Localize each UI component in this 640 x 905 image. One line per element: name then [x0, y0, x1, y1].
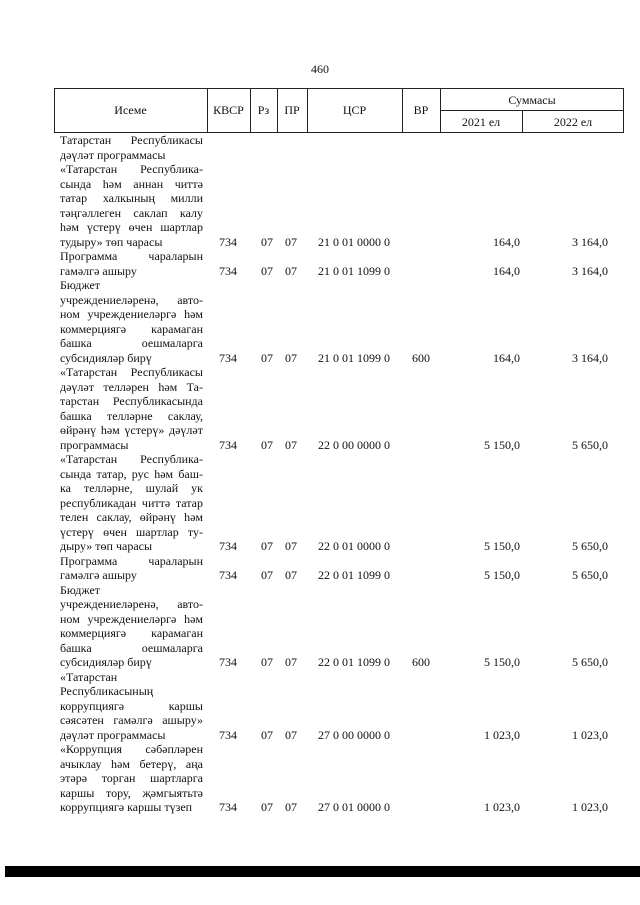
- row-name: [60, 554, 203, 583]
- cell-pr: 07: [285, 727, 297, 742]
- row-name: [60, 365, 203, 452]
- table-row: [0, 133, 640, 162]
- cell-sum-2021: 164,0: [493, 234, 520, 249]
- cell-rz: 07: [261, 539, 273, 553]
- table-row: [0, 583, 640, 670]
- cell-kvsr: 734: [219, 800, 237, 814]
- table-row: [0, 452, 640, 554]
- header-sum-divider: [440, 110, 624, 111]
- row-name-line: һәм үстерү өчен шартлар: [60, 220, 203, 234]
- cell-kvsr: 734: [219, 655, 237, 669]
- cell-rz: [258, 148, 276, 163]
- cell-pr: 07: [285, 800, 297, 814]
- cell-csr: 22 0 01 0000 0: [318, 539, 390, 553]
- row-name-line: тарстан Республикасында: [60, 394, 203, 408]
- row-name: [60, 583, 203, 670]
- row-name-line: «Татарстан Республика-: [60, 452, 203, 466]
- row-name-line: ачыклау һәм бетерү, аңа: [60, 756, 203, 771]
- row-name-line: сында татар, рус һәм баш-: [60, 466, 203, 481]
- cell-sum-2022: 5 650,0: [572, 437, 608, 452]
- cell-rz: 07: [261, 800, 273, 814]
- table-row: [0, 554, 640, 583]
- row-name-line: «Татарстан: [60, 669, 118, 684]
- cell-kvsr: 734: [219, 727, 237, 742]
- header-csr: ЦСР: [342, 103, 367, 117]
- cell-sum-2021: 5 150,0: [484, 539, 520, 553]
- cell-csr: 21 0 01 1099 0: [318, 350, 390, 365]
- cell-kvsr: [217, 148, 239, 163]
- table-row: [0, 670, 640, 743]
- row-name: [60, 278, 203, 365]
- cell-sum-2022: 1 023,0: [572, 800, 608, 814]
- cell-kvsr: 734: [219, 234, 237, 249]
- cell-kvsr: 734: [219, 539, 237, 553]
- cell-pr: 07: [285, 263, 297, 278]
- header-name: Исеме: [114, 103, 147, 117]
- cell-sum-2021: 5 150,0: [484, 568, 520, 582]
- header-kvsr: КВСР: [213, 103, 244, 117]
- row-name-line: Бюджет: [60, 278, 101, 292]
- row-name-line: Программа чараларын: [60, 249, 203, 263]
- cell-pr: 07: [285, 234, 297, 249]
- row-name-line: телен саклау, өйрәнү һәм: [60, 510, 203, 524]
- row-name-line: үстерү өчен шартлар ту-: [60, 524, 203, 539]
- row-name-line: республикадан читтә татар: [60, 495, 203, 510]
- cell-sum-2021: 1 023,0: [484, 800, 520, 814]
- cell-csr: 21 0 01 0000 0: [318, 234, 390, 249]
- header-2022: 2022 ел: [553, 115, 593, 129]
- cell-csr: 22 0 00 0000 0: [318, 437, 390, 452]
- cell-vr: [407, 728, 435, 743]
- scan-bottom-edge: [5, 866, 640, 877]
- row-name-line: Республикасының: [60, 684, 154, 698]
- row-name-line: коммерциягә карамаган: [60, 321, 203, 336]
- cell-rz: 07: [261, 727, 273, 742]
- cell-sum-2021: 1 023,0: [484, 727, 520, 742]
- row-name-line: коммерциягә карамаган: [60, 626, 203, 640]
- cell-sum-2022: 5 650,0: [572, 568, 608, 582]
- row-name-line: коррупциягә каршы: [60, 698, 203, 713]
- cell-vr: [407, 539, 435, 554]
- row-name-line: дәүләт телләрен һәм Та-: [60, 379, 203, 394]
- row-name-line: ном учреждениеләргә һәм: [60, 307, 203, 321]
- cell-rz: 07: [261, 655, 273, 669]
- cell-pr: 07: [285, 539, 297, 553]
- row-name: [60, 133, 203, 162]
- row-name-line: тудыру» төп чарасы: [60, 234, 163, 249]
- cell-sum-2021: 164,0: [493, 350, 520, 365]
- row-name-line: сында һәм аннан читтә: [60, 176, 203, 191]
- row-name-line: Бюджет: [60, 582, 101, 597]
- row-name-line: ка телләрне, шулай ук: [60, 481, 203, 495]
- cell-csr: 22 0 01 1099 0: [318, 655, 390, 669]
- row-name-line: дәүләт программасы: [60, 147, 166, 162]
- cell-sum-2022: 1 023,0: [572, 727, 608, 742]
- row-name-line: гамәлгә ашыру: [60, 568, 137, 582]
- cell-sum-2021: [440, 148, 520, 163]
- cell-sum-2022: 3 164,0: [572, 263, 608, 278]
- row-name-line: өйрәнү һәм үстерү» дәүләт: [60, 423, 203, 437]
- cell-sum-2022: 5 650,0: [572, 655, 608, 669]
- row-name-line: «Татарстан Республикасы: [60, 365, 203, 379]
- row-name-line: субсидияләр бирү: [60, 350, 152, 365]
- row-name: [60, 452, 203, 554]
- row-name-line: каршы тору, җәмгыятьтә: [60, 785, 203, 800]
- cell-pr: 07: [285, 655, 297, 669]
- cell-pr: [282, 148, 300, 163]
- row-name: [60, 249, 203, 278]
- table-row: [0, 162, 640, 249]
- header-rz: Рз: [257, 103, 270, 117]
- cell-csr: 27 0 01 0000 0: [318, 800, 390, 814]
- header-pr: ПР: [284, 103, 300, 117]
- cell-vr: [407, 264, 435, 279]
- row-name-line: гамәлгә ашыру: [60, 263, 137, 278]
- cell-kvsr: 734: [219, 437, 237, 452]
- table-row: [0, 249, 640, 278]
- row-name-line: Татарстан Республикасы: [60, 133, 203, 147]
- row-name-line: башка телләрне саклау,: [60, 408, 203, 423]
- page-number: 460: [311, 62, 329, 76]
- cell-csr: 22 0 01 1099 0: [318, 568, 390, 582]
- row-name-line: «Татарстан Республика-: [60, 162, 203, 176]
- cell-csr: 27 0 00 0000 0: [318, 727, 390, 742]
- row-name-line: башка оешмаларга: [60, 336, 203, 350]
- row-name-line: дәүләт программасы: [60, 727, 166, 742]
- cell-kvsr: 734: [219, 263, 237, 278]
- cell-vr: 600: [412, 655, 430, 669]
- cell-sum-2022: [530, 148, 608, 163]
- row-name-line: учреждениеләренә, авто-: [60, 597, 203, 611]
- table-row: [0, 742, 640, 815]
- header-2021: 2021 ел: [461, 115, 501, 129]
- row-name-line: сәясәтен гамәлгә ашыру»: [60, 713, 203, 727]
- cell-kvsr: 734: [219, 350, 237, 365]
- cell-pr: 07: [285, 350, 297, 365]
- cell-sum-2021: 164,0: [493, 263, 520, 278]
- cell-kvsr: 734: [219, 568, 237, 582]
- cell-rz: 07: [261, 263, 273, 278]
- cell-vr: 600: [412, 350, 430, 365]
- row-name-line: программасы: [60, 437, 129, 452]
- row-name-line: учреждениеләренә, авто-: [60, 292, 203, 307]
- table-row: [0, 365, 640, 452]
- row-name: [60, 162, 203, 249]
- row-name-line: тәңгәллеген саклап калу: [60, 205, 203, 220]
- header-vr: ВР: [413, 103, 429, 117]
- cell-vr: [407, 438, 435, 453]
- row-name-line: субсидияләр бирү: [60, 655, 152, 669]
- cell-vr: [407, 568, 435, 583]
- cell-vr: [407, 235, 435, 250]
- row-name-line: этәрә торган шартларга: [60, 771, 203, 785]
- cell-csr: [310, 148, 418, 163]
- cell-vr: [407, 800, 435, 815]
- cell-sum-2022: 5 650,0: [572, 539, 608, 553]
- cell-sum-2021: 5 150,0: [484, 655, 520, 669]
- cell-csr: 21 0 01 1099 0: [318, 263, 390, 278]
- row-name: [60, 670, 203, 743]
- cell-rz: 07: [261, 350, 273, 365]
- cell-pr: 07: [285, 437, 297, 452]
- header-sums: Суммасы: [508, 93, 556, 107]
- row-name-line: коррупциягә каршы түзеп: [60, 800, 193, 814]
- row-name-line: дыру» төп чарасы: [60, 539, 153, 553]
- cell-sum-2021: 5 150,0: [484, 437, 520, 452]
- row-name-line: Программа чараларын: [60, 553, 203, 568]
- cell-sum-2022: 3 164,0: [572, 234, 608, 249]
- cell-rz: 07: [261, 568, 273, 582]
- cell-pr: 07: [285, 568, 297, 582]
- row-name-line: татар халкының милли: [60, 191, 203, 205]
- row-name: [60, 742, 203, 815]
- cell-vr: [407, 148, 435, 163]
- table-row: [0, 278, 640, 365]
- row-name-line: башка оешмаларга: [60, 640, 203, 655]
- cell-rz: 07: [261, 437, 273, 452]
- cell-rz: 07: [261, 234, 273, 249]
- row-name-line: «Коррупция сәбәпләрен: [60, 742, 203, 756]
- row-name-line: ном учреждениеләргә һәм: [60, 611, 203, 626]
- cell-sum-2022: 3 164,0: [572, 350, 608, 365]
